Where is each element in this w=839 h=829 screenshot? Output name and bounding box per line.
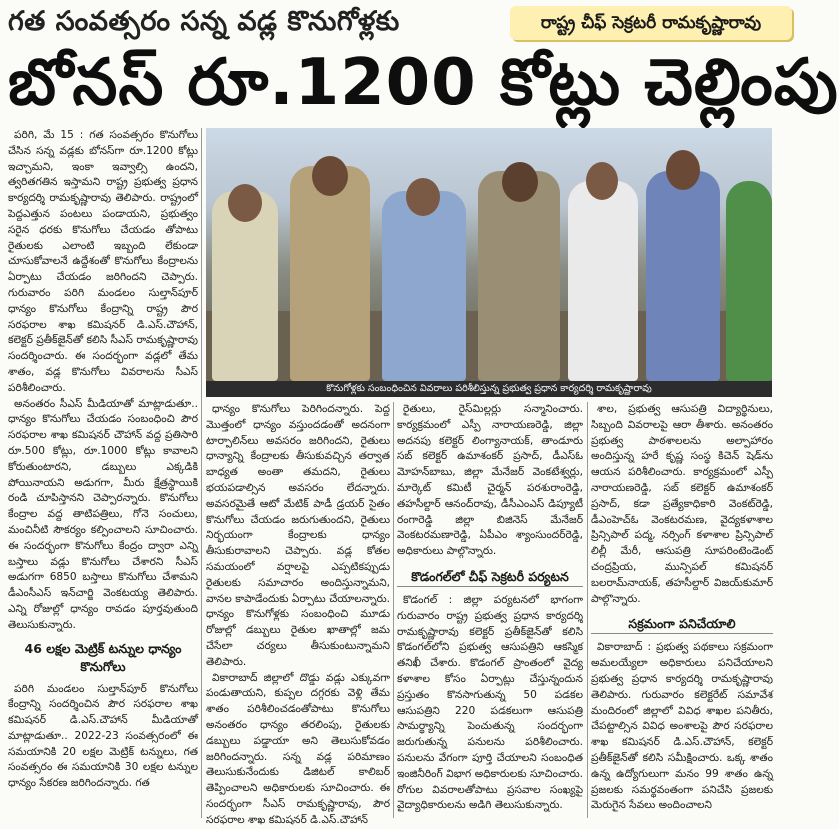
headline: బోనస్ రూ.1200 కోట్లు చెల్లింపు xyxy=(8,46,839,120)
column-divider xyxy=(393,402,394,818)
news-photo xyxy=(206,128,772,381)
column-3 xyxy=(397,402,583,818)
headline-tag: రాష్ట్ర చీఫ్ సెక్రటరీ రామకృష్ణారావు xyxy=(510,6,792,40)
photo-person-head xyxy=(228,184,262,222)
photo-person-head xyxy=(312,156,348,196)
column-4 xyxy=(591,402,773,818)
photo-person-head xyxy=(406,178,440,216)
photo-person xyxy=(726,181,772,381)
column-2 xyxy=(206,402,390,826)
photo-person-head xyxy=(666,150,700,190)
article-paragraph: వికారాబాద్ : ప్రభుత్వ పథకాలు సక్రమంగా అమలయ్యేలా అధికారులు పనిచేయాలని ప్రభుత్వ ప్రధాన కార్యదర్శి రామకృష్ణారావు తెలిపారు. గురువారం కలెక్టరేట్ సమావేశ మందిరంలో జిల్లాలో వివిధ శాఖల పనితీరు, చేపట్టాల్సిన వివిధ అంశాలపై పౌర సరఫరాల శాఖ కమిషనర్ డి.ఎస్.చౌహాన్, కలెక్టర్ ప్రతీక్‌జైన్‌తో కలిసి సమీక్షించారు. ఒక్క శాతం ఉన్న ఉద్యోగులుగా మనం 99 శాతం ఉన్న ప్రజలకు సమర్థవంతంగా పనిచేసి ప్రజలకు మెరుగైన సేవలు అందించాలని xyxy=(591,641,773,812)
photo-person xyxy=(568,181,638,381)
article-paragraph: రైతులు, రైస్‌మిల్లర్లు సన్మానించారు. కార్యక్రమంలో ఎస్పీ నారాయణరెడ్డి, జిల్లా అదనపు కలెక్టర్ లింగ్యానాయక్, తాండూరు సబ్ కలెక్టర్ ఉమాశంకర్ ప్రసాద్, డీఎస్‌ఓ మోహన్‌బాబు, జిల్లా మేనేజర్ వెంకటేశ్వర్లు, మార్కెట్ కమిటీ చైర్మన్ పరశురాంరెడ్డి, తహసీల్దార్ ఆనంద్‌రావు, డీసీఎంఎస్ డిప్యూటీ రంగారెడ్డి జిల్లా బిజినెస్ మేనేజర్ వెంకటరమణారెడ్డి, ఏపీఎం శ్యాంసుందర్‌రెడ్డి, అధికారులు పాల్గొన్నారు. xyxy=(397,403,583,558)
photo-person xyxy=(478,171,560,381)
subheading: కొడంగల్‌లో చీఫ్ సెక్రటరీ పర్యటన xyxy=(397,568,583,587)
photo-caption: కొనుగోళ్లకు సంబంధించిన వివరాలు పరిశీలిస్తున్న ప్రభుత్వ ప్రధాన కార్యదర్శి రామకృష్ణారావు xyxy=(206,381,772,397)
photo-person xyxy=(290,166,370,381)
kicker-line: గత సంవత్సరం సన్న వడ్ల కొనుగోళ్లకు xyxy=(8,6,400,37)
column-divider xyxy=(201,128,202,818)
article-paragraph: ధాన్యం కొనుగోలు పెరిగిందన్నారు. పెద్ద మొత్తంలో ధాన్యం వస్తుందడంతో అదనంగా టార్పాలిన్‌లు అవసరం జరిగిందని, రైతులు ధాన్యాన్ని కేంద్రాలకు తీసుకువచ్చిన తర్వాత బాధ్యత అంతా తమదని, రైతులు భయపడాల్సిన అవసరం లేదన్నారు. అవసరమైతే ఆటో మేటిక్ పాడీ డ్రయర్ సైతం కొనుగోలు చేయడం జరుగుతుందని, రైతులు నిర్భయంగా కేంద్రాలకు ధాన్యం తీసుకురావాలని చెప్పారు. వడ్ల కోతల సమయంలో వర్షాలపై ఎప్పటికప్పుడు రైతులకు సమాచారం అందిస్తున్నామని, వానల కాపాడేందుకు ఏర్పాటు చేయాలన్నారు. ధాన్యం కొనుగోళ్లకు సంబంధించి మూడు రోజుల్లో డబ్బులు రైతుల ఖాతాల్లో జమ చేసేలా చర్యలు తీసుకుంటున్నామని తెలిపారు. xyxy=(206,403,390,668)
article-paragraph: పరిగి మండలం సుల్తాన్‌పూర్ కొనుగోలు కేంద్రాన్ని సందర్శించిన పౌర సరఫరాల శాఖ కమిషనర్ డి.ఎస్.చౌహాన్ మీడియాతో మాట్లాడుతూ.. 2022-23 సంవత్సరంలో ఈ సమయానికి 20 లక్షల మెట్రిక్ టన్నులు, గత సంవత్సరం ఈ సమయానికి 30 లక్షల టన్నుల ధాన్యం సేకరణ జరిగిందన్నారు. గత xyxy=(8,682,198,790)
subheading: సక్రమంగా పనిచేయాలి xyxy=(591,615,773,634)
subheading: 46 లక్షల మెట్రిక్ టన్నుల ధాన్యం కొనుగోలు xyxy=(24,640,182,674)
photo-person-head xyxy=(502,162,538,202)
article-paragraph: పరిగి, మే 15 : గత సంవత్సరం కొనుగోలు చేసిన సన్న వడ్లకు బోనస్‌గా రూ.1200 కోట్లు ఇచ్చామని, ఇంకా ఇవ్వాల్సి ఉందని, త్వరితగతిన ఇస్తామని రాష్ట్ర ప్రభుత్వ ప్రధాన కార్యదర్శి రామకృష్ణారావు తెలిపారు. రాష్ట్రంలో పెద్దఎత్తున పంటలు పండాయని, ప్రభుత్వం సరైన ధరకు కొనుగోలు చేయడం తోపాటు రైతులకు ఎలాంటి ఇబ్బంది లేకుండా చూసుకోవాలనే ఉద్దేశంతో కొనుగోలు కేంద్రాలను ఏర్పాటు చేయడం జరిగిందని చెప్పారు. గురువారం పరిగి మండలం సుల్తాన్‌పూర్ ధాన్యం కొనుగోలు కేంద్రాన్ని రాష్ట్ర పౌర సరఫరాల శాఖ కమిషనర్ డి.ఎస్.చౌహాన్, కలెక్టర్ ప్రతీక్‌జైన్‌తో కలిసి సీఎస్ రామకృష్ణారావు సందర్శించారు. ఈ సందర్భంగా వడ్లలో తేమ శాతం, వడ్ల కొనుగోలు వివరాలను సీఎస్ పరిశీలించారు. xyxy=(8,129,198,394)
column-divider xyxy=(587,402,588,818)
article-paragraph: కొడంగల్ : జిల్లా పర్యటనలో భాగంగా గురువారం రాష్ట్ర ప్రభుత్వ ప్రధాన కార్యదర్శి రామకృష్ణారావు కలెక్టర్ ప్రతీక్‌జైన్‌తో కలిసి కొడంగల్‌లోని ప్రభుత్వ ఆసుపత్రిని ఆకస్మిక తనిఖీ చేశారు. కొడంగల్ ప్రాంతంలో వైద్య కళాశాల కోసం ఏర్పాట్లు చేస్తున్నందున ప్రస్తుతం కొనసాగుతున్న 50 పడకల ఆసుపత్రిని 220 పడకలుగా ఆసుపత్రి సామర్థ్యాన్ని పెంచుతున్న సందర్భంగా జరుగుతున్న పనులను పరిశీలించారు. పనులను వేగంగా పూర్తి చేయాలని సంబంధిత ఇంజినీరింగ్ విభాగ అధికారులకు సూచించారు. రోగుల వివరాలతోపాటు ప్రసవాల సంఖ్యపై వైద్యాధికారులను అడిగి తెలుసుకున్నారు. xyxy=(397,593,583,812)
article-paragraph: శాల, ప్రభుత్వ ఆసుపత్రి విద్యార్థినులు, సిబ్బంది వివరాలపై ఆరా తీశారు. అనంతరం ప్రభుత్వ పాఠశాలలను అల్పాహారం అందిస్తున్న హరే కృష్ణ సంస్థ కిచెన్ షెడ్‌ను ఆయన పరిశీలించారు. కార్యక్రమంలో ఎస్పీ నారాయణరెడ్డి, సబ్ కలెక్టర్ ఉమాశంకర్ ప్రసాద్, కడా ప్రత్యేకాధికారి వెంకట్‌రెడ్డి, డీఎంహెచ్‌ఓ వెంకటరమణ, వైద్యకళాశాల ప్రిన్సిపాల్ పద్మ, నర్సింగ్ కళాశాల ప్రిన్సిపాల్ లిల్లీ మేరీ, ఆసుపత్రి సూపరింటెండెంట్ చంద్రప్రియ, మున్సిపల్ కమిషనర్ బలరామ్‌నాయక్, తహసీల్దార్ విజయ్‌కుమార్ పాల్గొన్నారు. xyxy=(591,403,773,605)
article-paragraph: వికారాబాద్ జిల్లాలో దొడ్డు వడ్లు ఎక్కువగా పండుతాయని, కుప్పల దగ్గరకు వెళ్లి తేమ శాతం పరిశీలించడంతోపాటు కొనుగోలు అనంతరం ధాన్యం తరలింపు, రైతులకు డబ్బులు పడ్డాయా అని తెలుసుకోవడం జరిగిందన్నారు. సన్న వడ్ల పరిమాణం తెలుసుకునేందుకు డిజిటల్ కాలిబర్ తెప్పించాలని అధికారులకు సూచించారు. ఈ సందర్భంగా సీఎస్ రామకృష్ణారావు, పౌర సరఫరాల శాఖ కమిషనర్ డి.ఎస్.చౌహాన్ xyxy=(206,671,390,826)
article-paragraph: అనంతరం సీఎస్ మీడియాతో మాట్లాడుతూ.. ధాన్యం కొనుగోలు చేయడం సంబంధించి పౌర సరఫరాల శాఖ కమిషనర్ చౌహాన్ వద్ద ప్రతిసారి రూ.500 కోట్లు, రూ.1000 కోట్లు కావాలని కోరుతుంటారని, డబ్బులు ఎక్కడికి పోయినాయని అడుగగా, మీరు క్షేత్రస్థాయికి రండి చూపిస్తానని చెప్పారన్నారు. కొనుగోలు కేంద్రాల వద్ద తాటిపత్రిలు, గోనె సంచులు, మంచినీటి సౌకర్యం కల్పించాలని సూచించారు. ఈ సందర్భంగా కొనుగోలు కేంద్రం ద్వారా ఎన్ని బస్తాలు వడ్లు కొనుగోలు చేశారని సీఎస్ అడుగగా 6850 బస్తాలు కొనుగోలు చేశామని డీఎం‌సీఎస్ ఇన్‌చార్జి వెంకటయ్య తెలిపారు. ఎన్ని రోజుల్లో ధాన్యం రావడం పూర్తవుతుంది తెలుసుకున్నారు. xyxy=(8,397,198,631)
photo-person-head xyxy=(586,162,618,200)
photo-person xyxy=(646,171,720,381)
photo-person xyxy=(382,191,466,381)
column-1 xyxy=(8,128,198,818)
